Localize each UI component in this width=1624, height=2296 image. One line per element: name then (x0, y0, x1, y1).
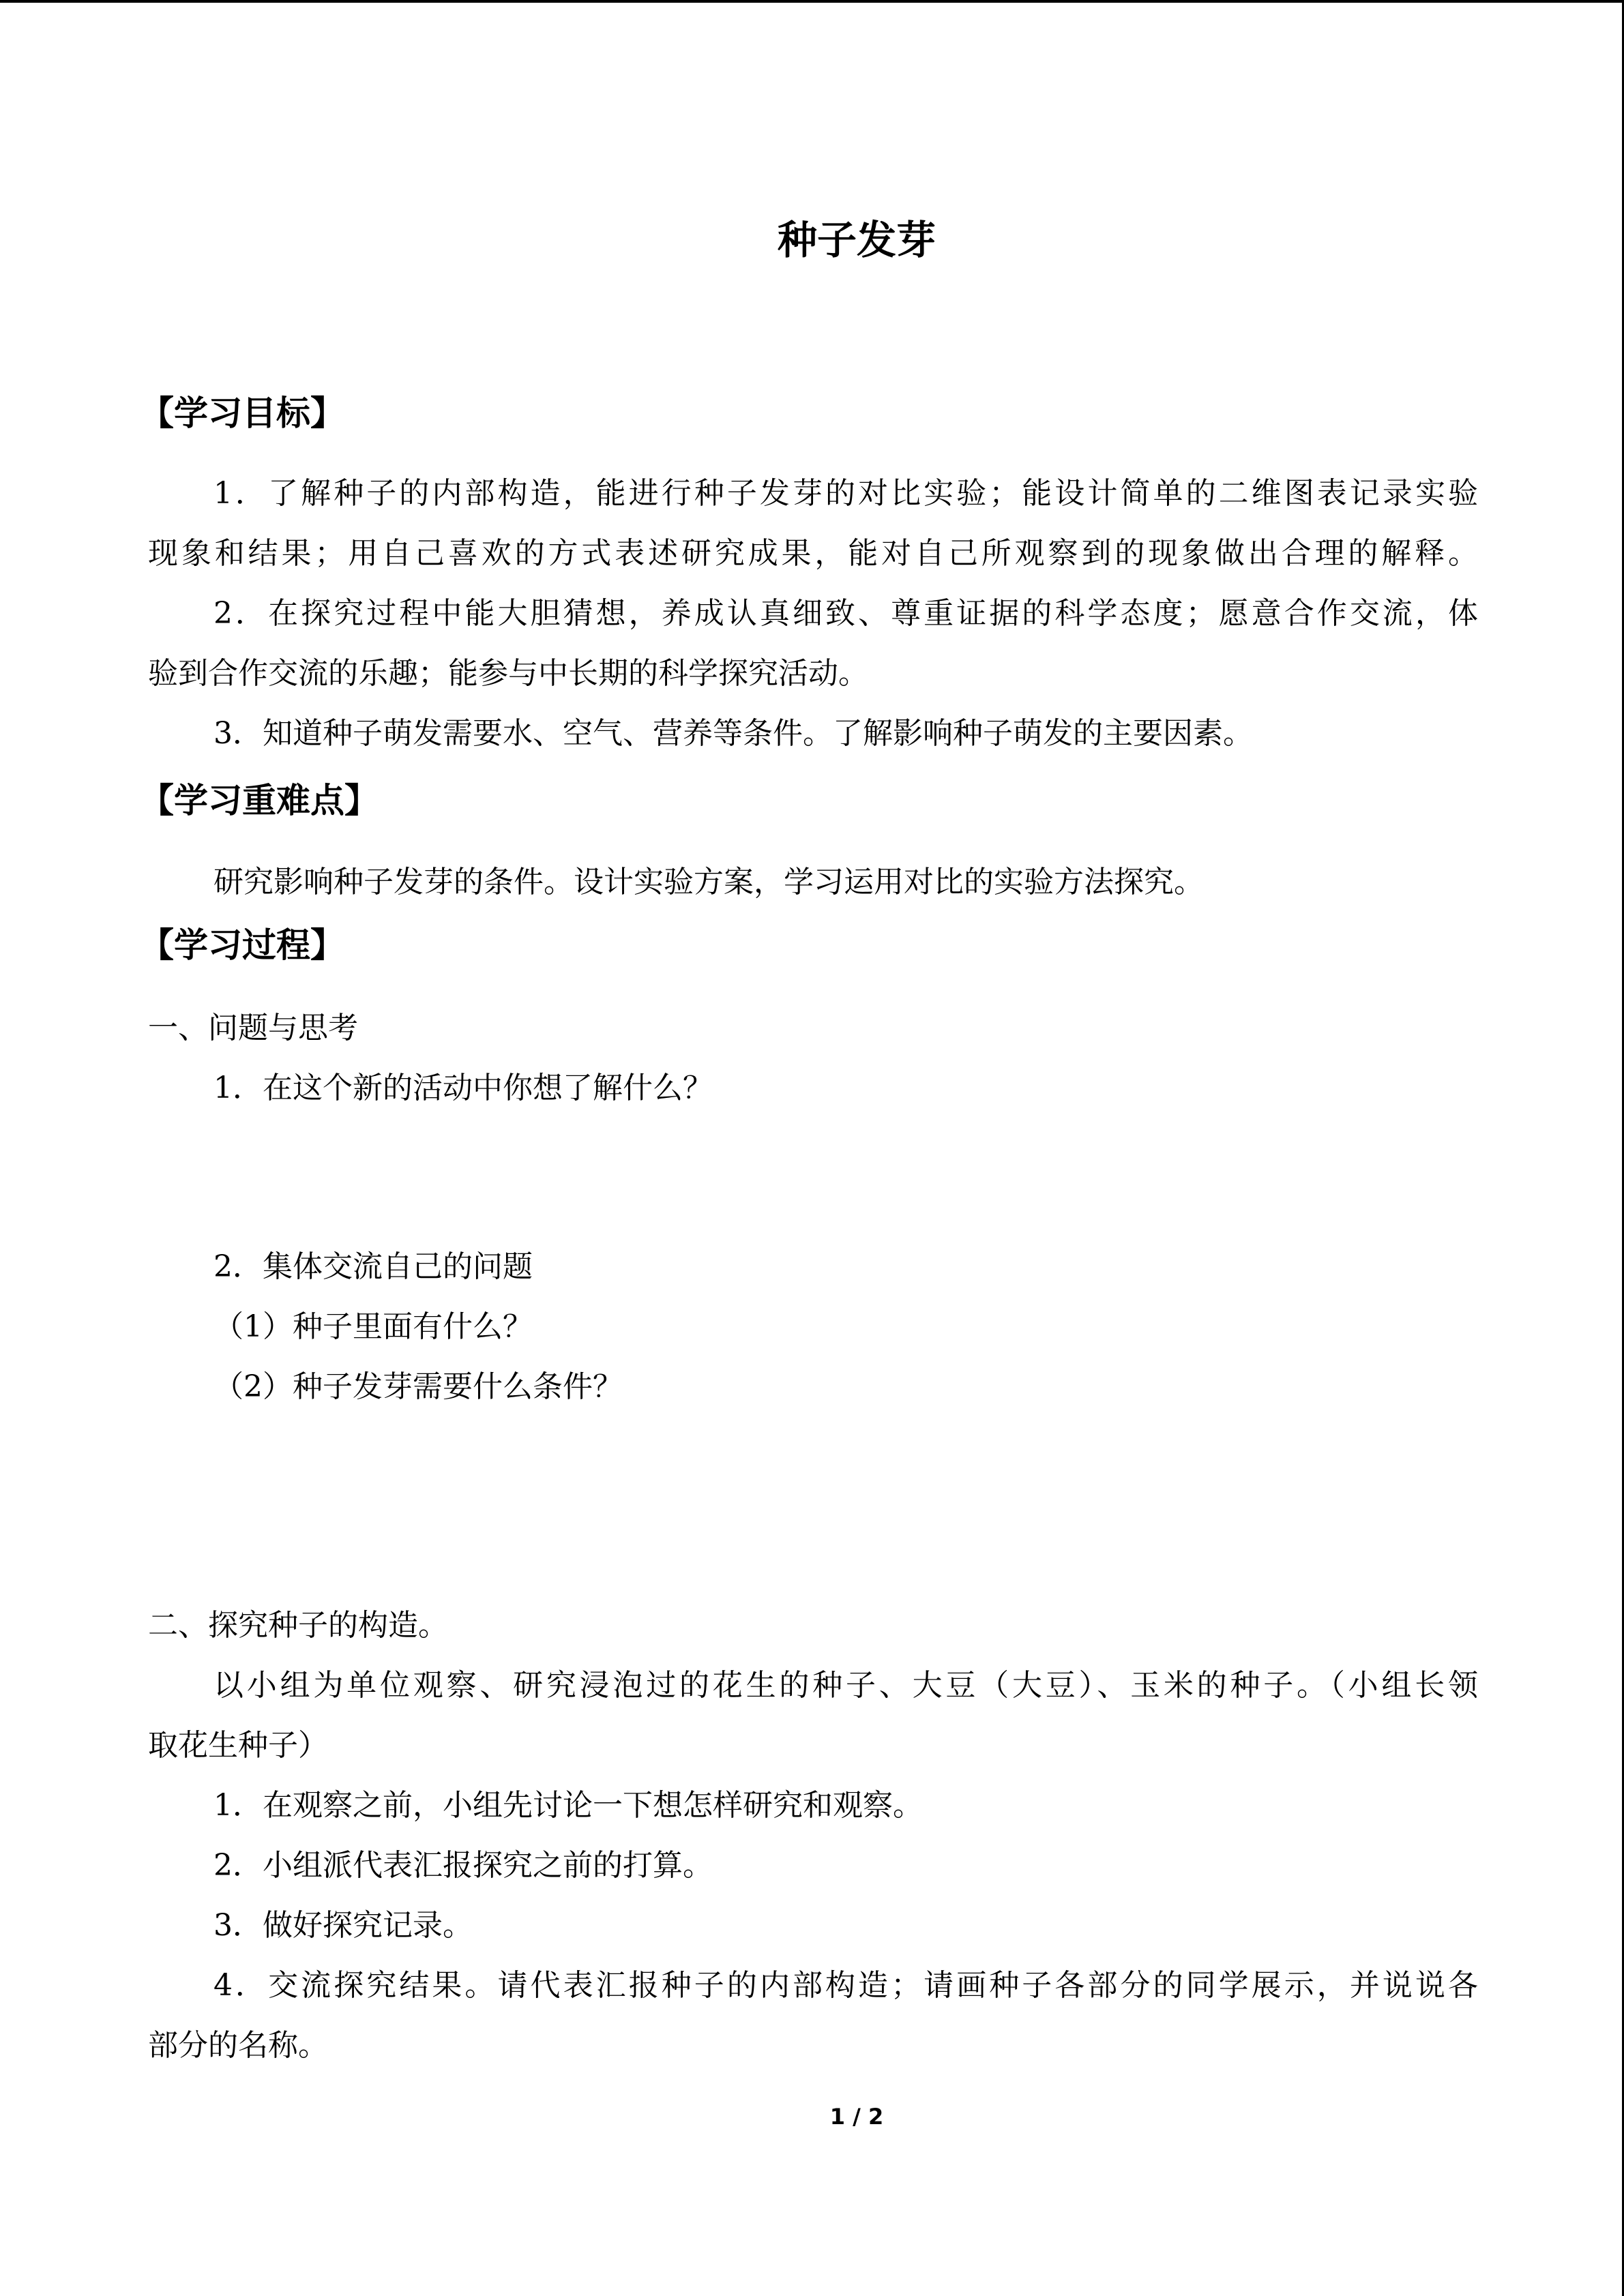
part2-step-3: 3．做好探究记录。 (213, 1908, 473, 1943)
part2-step-1: 1．在观察之前，小组先讨论一下想怎样研究和观察。 (213, 1788, 923, 1823)
goal-1-line-1: 1．了解种子的内部构造，能进行种子发芽的对比实验；能设计简单的二维图表记录实验 (213, 476, 1478, 511)
goal-2-line-1: 2．在探究过程中能大胆猜想，养成认真细致、尊重证据的科学态度；愿意合作交流，体 (213, 596, 1478, 631)
document-title: 种子发芽 (777, 217, 936, 263)
goal-2-line-2: 验到合作交流的乐趣；能参与中长期的科学探究活动。 (148, 656, 868, 691)
goal-1-line-2: 现象和结果；用自己喜欢的方式表述研究成果，能对自己所观察到的现象做出合理的解释。 (148, 536, 1478, 571)
key-points-heading: 【学习重难点】 (140, 781, 379, 820)
part2-step-4-line-1: 4．交流探究结果。请代表汇报种子的内部构造；请画种子各部分的同学展示，并说说各 (213, 1968, 1478, 2003)
process-heading: 【学习过程】 (140, 925, 344, 965)
part1-question-2: 2．集体交流自己的问题 (213, 1249, 533, 1284)
part2-intro-line-2: 取花生种子） (148, 1728, 328, 1763)
goals-heading: 【学习目标】 (140, 393, 344, 433)
part2-step-2: 2．小组派代表汇报探究之前的打算。 (213, 1848, 713, 1883)
part1-question-2-sub-2: （2）种子发芽需要什么条件？ (213, 1369, 623, 1404)
goal-3: 3．知道种子萌发需要水、空气、营养等条件。了解影响种子萌发的主要因素。 (213, 716, 1253, 751)
part1-question-2-sub-1: （1）种子里面有什么？ (213, 1309, 533, 1344)
key-points-text: 研究影响种子发芽的条件。设计实验方案，学习运用对比的实验方法探究。 (213, 865, 1204, 899)
part1-title: 一、问题与思考 (148, 1011, 358, 1045)
part2-step-4-line-2: 部分的名称。 (148, 2028, 328, 2063)
page-top-border (0, 0, 1624, 3)
part2-title: 二、探究种子的构造。 (148, 1608, 448, 1643)
part1-question-1: 1．在这个新的活动中你想了解什么？ (213, 1071, 713, 1105)
part2-intro-line-1: 以小组为单位观察、研究浸泡过的花生的种子、大豆（大豆）、玉米的种子。（小组长领 (213, 1668, 1478, 1703)
page-number: 1 / 2 (829, 2104, 884, 2130)
